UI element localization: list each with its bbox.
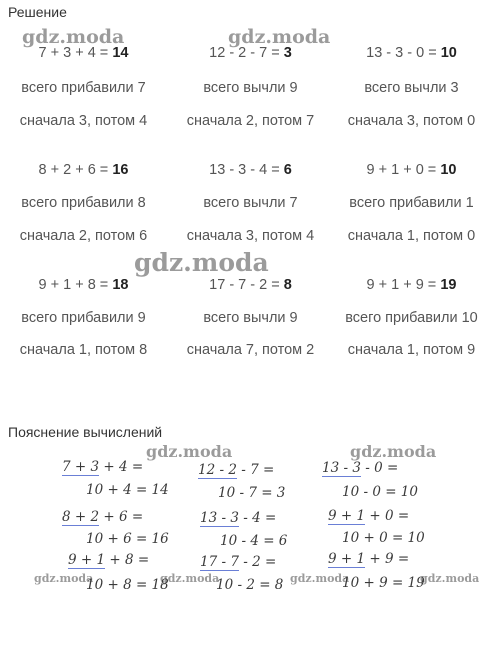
total-note: всего прибавили 1 [349,195,474,211]
handwritten-expression: 9 + 1 + 0 = [328,508,410,524]
watermark: gdz.moda [22,26,125,48]
total-note: всего вычли 7 [203,195,298,211]
expression: 7 + 3 + 4 = [38,45,113,61]
handwritten-step: 10 - 2 = 8 [216,577,284,593]
order-note: сначала 1, потом 0 [347,228,476,244]
order-note: сначала 3, потом 0 [347,113,476,129]
handwritten-step: 10 + 6 = 16 [86,531,169,547]
watermark: gdz.moda [228,26,331,48]
expression: 17 - 7 - 2 = [209,277,284,293]
handwritten-expression: 9 + 1 + 9 = [328,551,410,567]
watermark: gdz.moda [134,248,269,277]
result: 3 [283,45,292,61]
result: 19 [440,277,457,293]
result: 16 [112,162,129,178]
expression: 9 + 1 + 9 = [366,277,441,293]
order-note: сначала 2, потом 7 [186,113,315,129]
order-note: сначала 1, потом 9 [347,342,476,358]
order-note: сначала 7, потом 2 [186,342,315,358]
handwritten-step: 10 - 7 = 3 [218,485,286,501]
handwritten-step: 10 - 0 = 10 [342,484,418,500]
total-note: всего прибавили 10 [345,310,478,326]
handwritten-expression: 8 + 2 + 6 = [62,509,144,525]
order-note: сначала 3, потом 4 [186,228,315,244]
handwritten-expression: 13 - 3 - 0 = [322,460,399,476]
solution-heading: Решение [8,4,67,20]
total-note: всего прибавили 7 [21,80,146,96]
result: 10 [440,162,457,178]
total-note: всего вычли 9 [203,310,298,326]
handwritten-step: 10 + 0 = 10 [342,530,425,546]
handwritten-step: 10 - 4 = 6 [220,533,288,549]
explanation-heading: Пояснение вычислений [8,424,163,440]
result: 14 [112,45,129,61]
watermark: gdz.moda [34,572,94,585]
expression: 9 + 1 + 8 = [38,277,113,293]
watermark: gdz.moda [420,572,480,585]
handwritten-expression: 12 - 2 - 7 = [198,462,275,478]
handwritten-expression: 9 + 1 + 8 = [68,552,150,568]
handwritten-expression: 7 + 3 + 4 = [62,459,144,475]
expression: 12 - 2 - 7 = [209,45,284,61]
result: 10 [440,45,457,61]
order-note: сначала 2, потом 6 [19,228,148,244]
expression: 8 + 2 + 6 = [38,162,113,178]
expression: 13 - 3 - 4 = [209,162,284,178]
total-note: всего прибавили 9 [21,310,146,326]
result: 18 [112,277,129,293]
handwritten-step: 10 + 4 = 14 [86,482,169,498]
handwritten-expression: 13 - 3 - 4 = [200,510,277,526]
watermark: gdz.moda [160,572,220,585]
total-note: всего прибавили 8 [21,195,146,211]
watermark: gdz.moda [350,442,437,461]
result: 8 [283,277,292,293]
handwritten-expression: 17 - 7 - 2 = [200,554,277,570]
handwritten-step: 10 + 8 = 18 [86,577,169,593]
watermark: gdz.moda [146,442,233,461]
result: 6 [283,162,292,178]
order-note: сначала 1, потом 8 [19,342,148,358]
handwritten-step: 10 + 9 = 19 [342,575,425,591]
total-note: всего вычли 9 [203,80,298,96]
expression: 13 - 3 - 0 = [366,45,441,61]
expression: 9 + 1 + 0 = [366,162,441,178]
watermark: gdz.moda [290,572,350,585]
total-note: всего вычли 3 [364,80,459,96]
order-note: сначала 3, потом 4 [19,113,148,129]
